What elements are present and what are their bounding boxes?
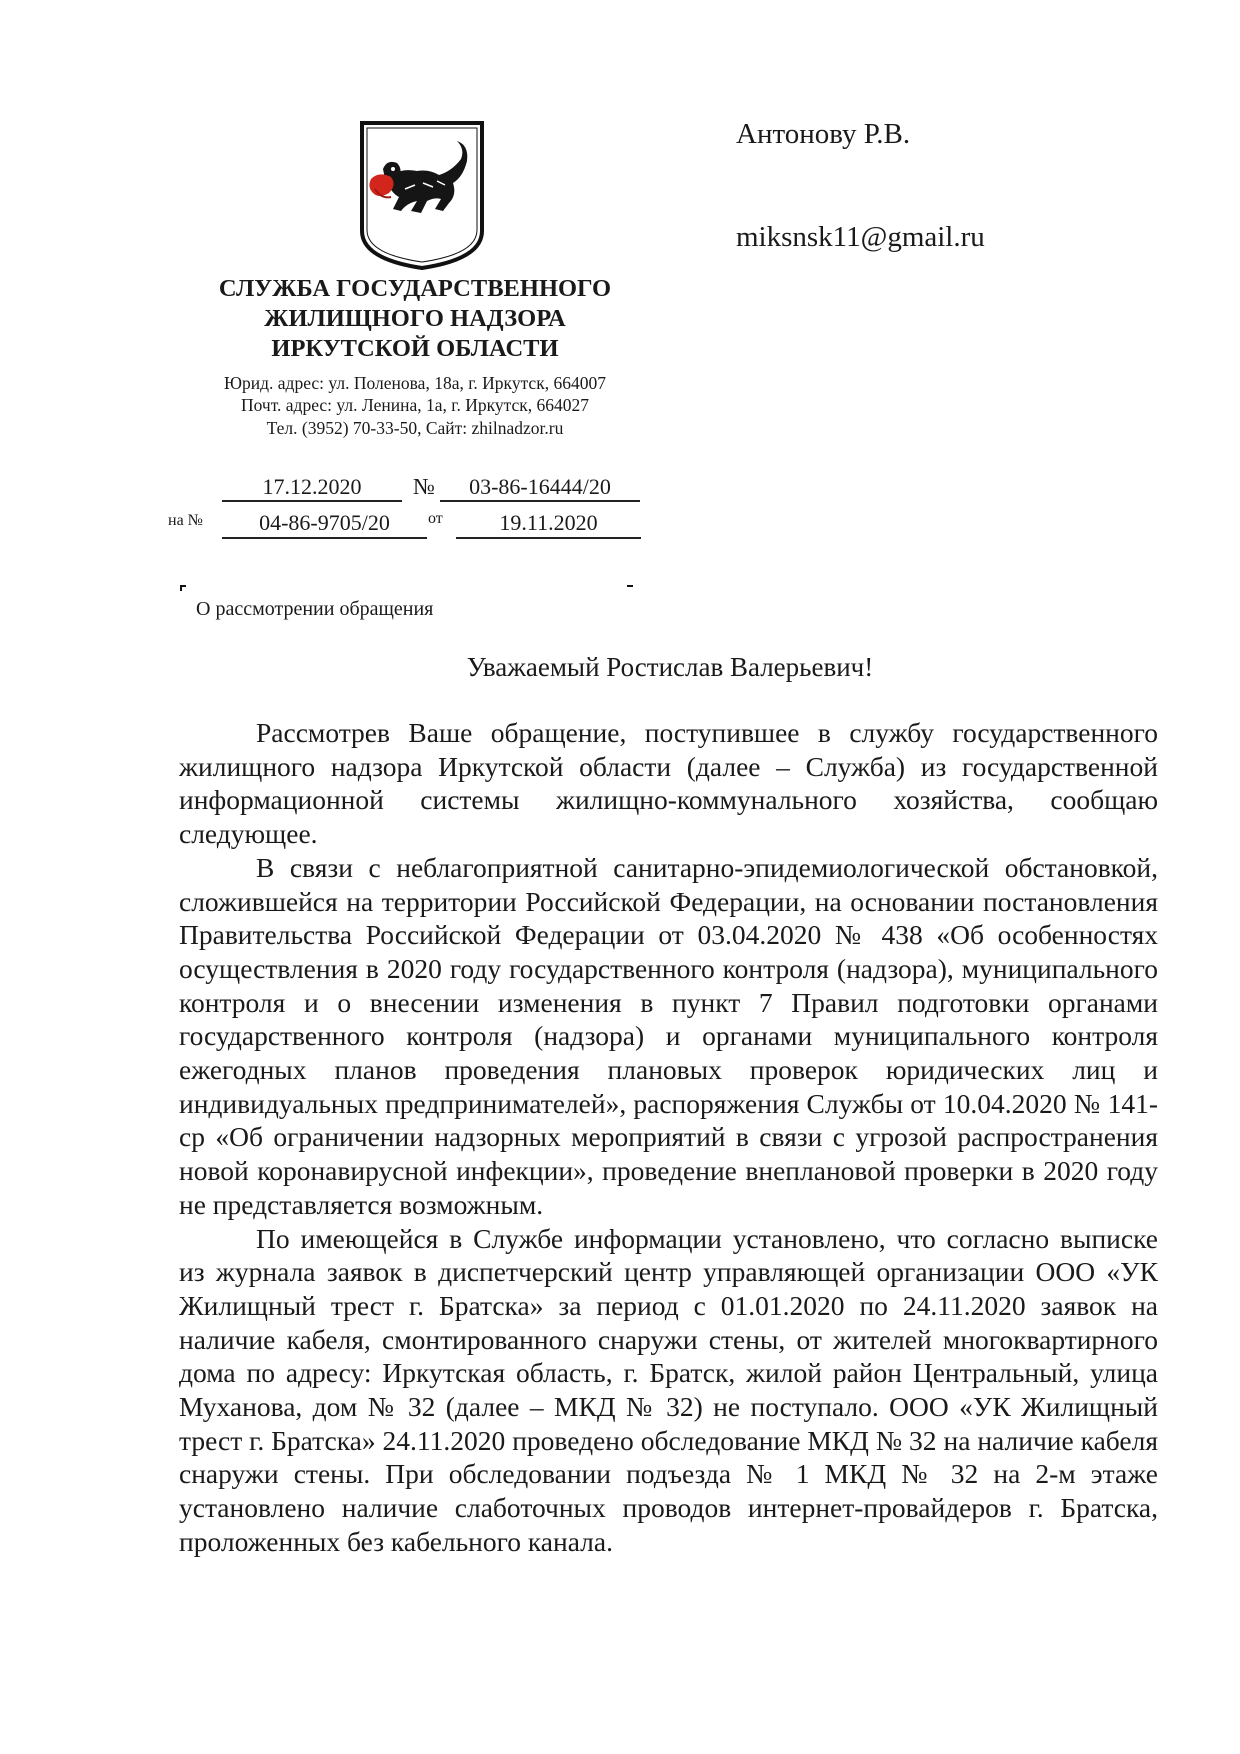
- contact-phone-site: Тел. (3952) 70-33-50, Сайт: zhilnadzor.ru: [266, 418, 564, 438]
- subject-bracket-left: [180, 585, 186, 591]
- outgoing-date-underline: [222, 500, 402, 502]
- recipient-email: miksnsk11@gmail.ru: [736, 221, 985, 253]
- outgoing-date: 17.12.2020: [262, 474, 362, 499]
- letter-body: [179, 716, 1158, 1559]
- outgoing-number-underline: [440, 500, 640, 502]
- legal-address: Юрид. адрес: ул. Поленова, 18а, г. Иркутск, 664007: [224, 373, 606, 393]
- org-name-line-3: ИРКУТСКОЙ ОБЛАСТИ: [271, 335, 559, 362]
- postal-address: Почт. адрес: ул. Ленина, 1а, г. Иркутск, 664027: [240, 395, 590, 415]
- reply-to-date: 19.11.2020: [499, 510, 598, 535]
- reply-to-number: 04-86-9705/20: [259, 510, 390, 535]
- salutation: Уважаемый Ростислав Валерьевич!: [466, 652, 874, 682]
- reply-to-date-underline: [456, 537, 641, 539]
- irkutsk-coat-of-arms-icon: [357, 119, 487, 271]
- reply-to-label: на №: [168, 512, 203, 529]
- org-name-line-2: ЖИЛИЩНОГО НАДЗОРА: [264, 305, 566, 332]
- from-label: от: [428, 510, 443, 527]
- body-paragraph-2: В связи с неблагоприятной санитарно-эпидемиологической обстановкой, сложившейся на территории Российской Федерации, на основании постановления Правительства Российской Федерации от 03.04.2020 № 438 «Об особенностях осуществления в 2020 году государственного контроля (надзора), муниципального контроля и о внесении изменения в пункт 7 Правил подготовки органами государственного контроля (надзора) и органами муниципального контроля ежегодных планов проведения плановых проверок юридических лиц и индивидуальных предпринимателей», распоряжения Службы от 10.04.2020 № 141-ср «Об ограничении надзорных мероприятий в связи с угрозой распространения новой коронавирусной инфекции», проведение внеплановой проверки в 2020 году не представляется возможным.: [179, 851, 1158, 1220]
- letter-subject: О рассмотрении обращения: [196, 598, 434, 620]
- subject-bracket-right: [627, 585, 633, 591]
- reply-to-number-underline: [222, 537, 427, 539]
- body-paragraph-3: По имеющейся в Службе информации установлено, что согласно выписке из журнала заявок в диспетчерский центр управляющей организации ООО «УК Жилищный трест г. Братска» за период с 01.01.2020 по 24.11.2020 заявок на наличие кабеля, смонтированного снаружи стены, от жителей многоквартирного дома по адресу: Иркутская область, г. Братск, жилой район Центральный, улица Муханова, дом № 32 (далее – МКД № 32) не поступало. ООО «УК Жилищный трест г. Братска» 24.11.2020 проведено обследование МКД № 32 на наличие кабеля снаружи стены. При обследовании подъезда № 1 МКД № 32 на 2-м этаже установлено наличие слаботочных проводов интернет-провайдеров г. Братска, проложенных без кабельного канала.: [179, 1222, 1158, 1557]
- org-name-line-1: СЛУЖБА ГОСУДАРСТВЕННОГО: [218, 275, 612, 302]
- body-paragraph-1: Рассмотрев Ваше обращение, поступившее в службу государственного жилищного надзора Иркутской области (далее – Служба) из государственной информационной системы жилищно-коммунального хозяйства, сообщаю следующее.: [179, 717, 1158, 850]
- outgoing-number: 03-86-16444/20: [469, 474, 611, 499]
- recipient-name: Антонову Р.В.: [736, 118, 911, 150]
- number-label: №: [413, 474, 435, 499]
